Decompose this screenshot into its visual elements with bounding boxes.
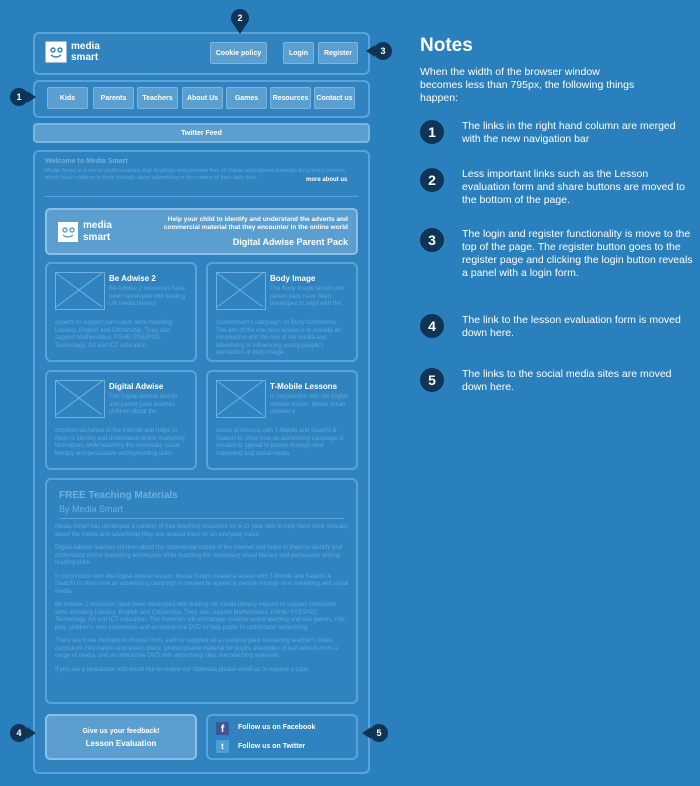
nav-contact-us[interactable]: Contact us xyxy=(314,87,355,109)
callout-pointer-2 xyxy=(234,25,246,34)
callout-marker-3: 3 xyxy=(374,42,392,60)
card-title: Be Adwise 2 xyxy=(109,274,156,283)
card-t-mobile-lessons[interactable] xyxy=(206,370,358,470)
login-button[interactable]: Login xyxy=(283,42,314,64)
callout-pointer-1 xyxy=(27,91,36,103)
social-links-panel xyxy=(206,714,358,760)
card-digital-adwise[interactable] xyxy=(45,370,197,470)
banner-logo-bottom: smart xyxy=(83,232,111,243)
parent-pack-banner[interactable] xyxy=(45,208,358,255)
note-item-4 xyxy=(420,314,688,350)
card-body-text: Government's campaign on Body Confidence. The aim of the one hour lesson is to provide an introduction into the role of the media and advertising in influencing young people's perception of body image. xyxy=(216,320,342,356)
register-button[interactable]: Register xyxy=(318,42,358,64)
facebook-icon: f xyxy=(216,722,229,735)
twitter-link[interactable] xyxy=(216,739,352,755)
card-image-placeholder xyxy=(216,380,266,418)
free-paragraph: Media Smart has developed a number of free teaching resources for 6-11 year olds to help them think critically about the media and advertising they see around them on an everyday basis. xyxy=(55,524,348,538)
card-image-placeholder xyxy=(55,380,105,418)
twitter-label: Follow us on Twitter xyxy=(238,743,306,750)
banner-logo-face-icon xyxy=(57,221,79,243)
free-materials-subtitle: By Media Smart xyxy=(59,504,124,514)
nav-resources[interactable]: Resources xyxy=(270,87,311,109)
twitter-icon: t xyxy=(216,740,229,753)
card-body-image[interactable] xyxy=(206,262,358,362)
free-paragraph: There are three modules to choose from, each is supplied as a resource pack containing teacher's notes, curriculum information and lesson plans, photocopiable material for pupils, examples of real adverts from a range of media, and an interactive DVD with advertising clips and teaching materials. xyxy=(55,638,338,659)
nav-games[interactable]: Games xyxy=(226,87,267,109)
note-number: 4 xyxy=(420,314,444,338)
nav-parents[interactable]: Parents xyxy=(93,87,134,109)
logo-text-top: media xyxy=(71,41,100,52)
card-side-text: The Digital Adwise lesson and parent pack teaches children about the xyxy=(109,394,178,415)
free-paragraph: Be Adwise 2 resources have been developed with leading UK media literacy experts to support curriculum aims including Literacy, English and Citizenship. They also support Mathematics, PSHE/ PSE/PSD, Technology, Art and ICT education. The materials will encourage creative active learning and use games, role play, children's own experience and an interactive DVD to help pupils to understand advertising. xyxy=(55,602,345,631)
callout-pointer-4 xyxy=(27,727,36,739)
cookie-policy-button[interactable]: Cookie policy xyxy=(210,42,267,64)
free-paragraph: In conjunction with the Digital Adwise lesson, Media Smart created a lesson with T-Mobile and Saatchi & Saatchi to show how an advertising campaign is created to appeal to people through viral marketing and social media. xyxy=(55,573,349,595)
note-number: 3 xyxy=(420,228,444,252)
note-number: 1 xyxy=(420,120,444,144)
nav-about-us[interactable]: About Us xyxy=(182,87,223,109)
logo-face-icon xyxy=(45,41,67,63)
callout-marker-5: 5 xyxy=(370,724,388,742)
welcome-divider xyxy=(45,196,358,197)
welcome-title: Welcome to Media Smart xyxy=(45,158,128,165)
more-about-us-link[interactable]: more about us xyxy=(306,177,348,183)
free-paragraph: Digital Adwise teaches children about the commercial nature of the internet and helps to them to identify and understand online marketing techniques while teaching the necessary visual literacy and persuasive writing/ reading skills. xyxy=(55,545,343,566)
facebook-label: Follow us on Facebook xyxy=(238,724,316,731)
card-side-text: Be Adwise 2 resources have been developed with leading UK media literacy xyxy=(109,286,186,307)
nav-teachers[interactable]: Teachers xyxy=(137,87,178,109)
callout-pointer-5 xyxy=(362,727,371,739)
free-materials-panel xyxy=(45,478,358,704)
note-text: Less important links such as the Lesson evaluation form and share buttons are moved to the bottom of the page. xyxy=(462,168,685,206)
note-item-5 xyxy=(420,368,688,404)
note-number: 5 xyxy=(420,368,444,392)
card-body-text: experts to support curriculum aims including Literacy, English and Citizenship. They also support Mathematics, PSHE/ PSE/PSD, Technology, Art and ICT education. xyxy=(55,320,173,349)
twitter-feed-button[interactable]: Twitter Feed xyxy=(33,123,370,143)
free-materials-divider xyxy=(59,518,344,519)
logo-text-bottom: smart xyxy=(71,52,99,63)
facebook-link[interactable] xyxy=(216,721,352,737)
note-item-3 xyxy=(420,228,693,288)
note-text: The links to the social media sites are moved down here. xyxy=(462,368,672,393)
card-side-text: The Body Image lesson and parent pack have been developed to align with the xyxy=(270,286,345,307)
callout-marker-2: 2 xyxy=(231,9,249,27)
card-body-text: commercial nature of the internet and helps to them to identify and understand online marketing techniques while teaching the necessary visual literacy and persuasive writing/reading skills. xyxy=(55,428,185,457)
notes-heading: Notes xyxy=(420,35,473,56)
card-body-text: series of lessons with T-Mobile and Saatchi & Saatchi to show how an advertising campaign is created to appeal to people through viral marketing and social media. xyxy=(216,428,344,457)
nav-kids[interactable]: Kids xyxy=(47,87,88,109)
note-text: The link to the lesson evaluation form is moved down here. xyxy=(462,314,681,339)
lesson-evaluation-button[interactable] xyxy=(45,714,197,760)
card-title: Body Image xyxy=(270,274,316,283)
note-item-1 xyxy=(420,120,688,160)
banner-tagline: Help your child to identify and understand the adverts and commercial material that they encounter in the online world xyxy=(163,216,348,231)
card-image-placeholder xyxy=(216,272,266,310)
banner-pack-title: Digital Adwise Parent Pack xyxy=(232,237,348,247)
feedback-line2: Lesson Evaluation xyxy=(85,739,157,748)
site-logo[interactable] xyxy=(45,39,105,67)
card-side-text: In conjunction with the Digital Adwise lesson, Media Smart created a xyxy=(270,394,348,415)
welcome-text: Media Smart is a not for profit company that develops and provides free of charge educational materials for primary schools, which teach children to think critically about advertising in the context of their daily lives. xyxy=(45,168,347,181)
free-materials-text xyxy=(55,524,350,680)
feedback-line1: Give us your feedback! xyxy=(82,728,160,735)
card-title: T-Mobile Lessons xyxy=(270,382,338,391)
notes-intro: When the width of the browser window becomes less than 795px, the following things happen: xyxy=(420,66,635,104)
free-paragraph: If you are a researcher and would like to review our materials please email us to request a copy. xyxy=(55,666,310,673)
note-text: The links in the right hand column are merged with the new navigation bar xyxy=(462,120,676,145)
note-number: 2 xyxy=(420,168,444,192)
banner-logo-top: media xyxy=(83,220,112,231)
card-be-adwise-2[interactable] xyxy=(45,262,197,362)
card-image-placeholder xyxy=(55,272,105,310)
note-text: The login and register functionality is move to the top of the page. The register button goes to the register page and clicking the login button reveals a panel with a login form. xyxy=(462,228,693,279)
callout-marker-1: 1 xyxy=(10,88,28,106)
note-item-2 xyxy=(420,168,688,218)
callout-marker-4: 4 xyxy=(10,724,28,742)
card-title: Digital Adwise xyxy=(109,382,164,391)
callout-pointer-3 xyxy=(366,45,375,57)
free-materials-title: FREE Teaching Materials xyxy=(59,490,178,501)
